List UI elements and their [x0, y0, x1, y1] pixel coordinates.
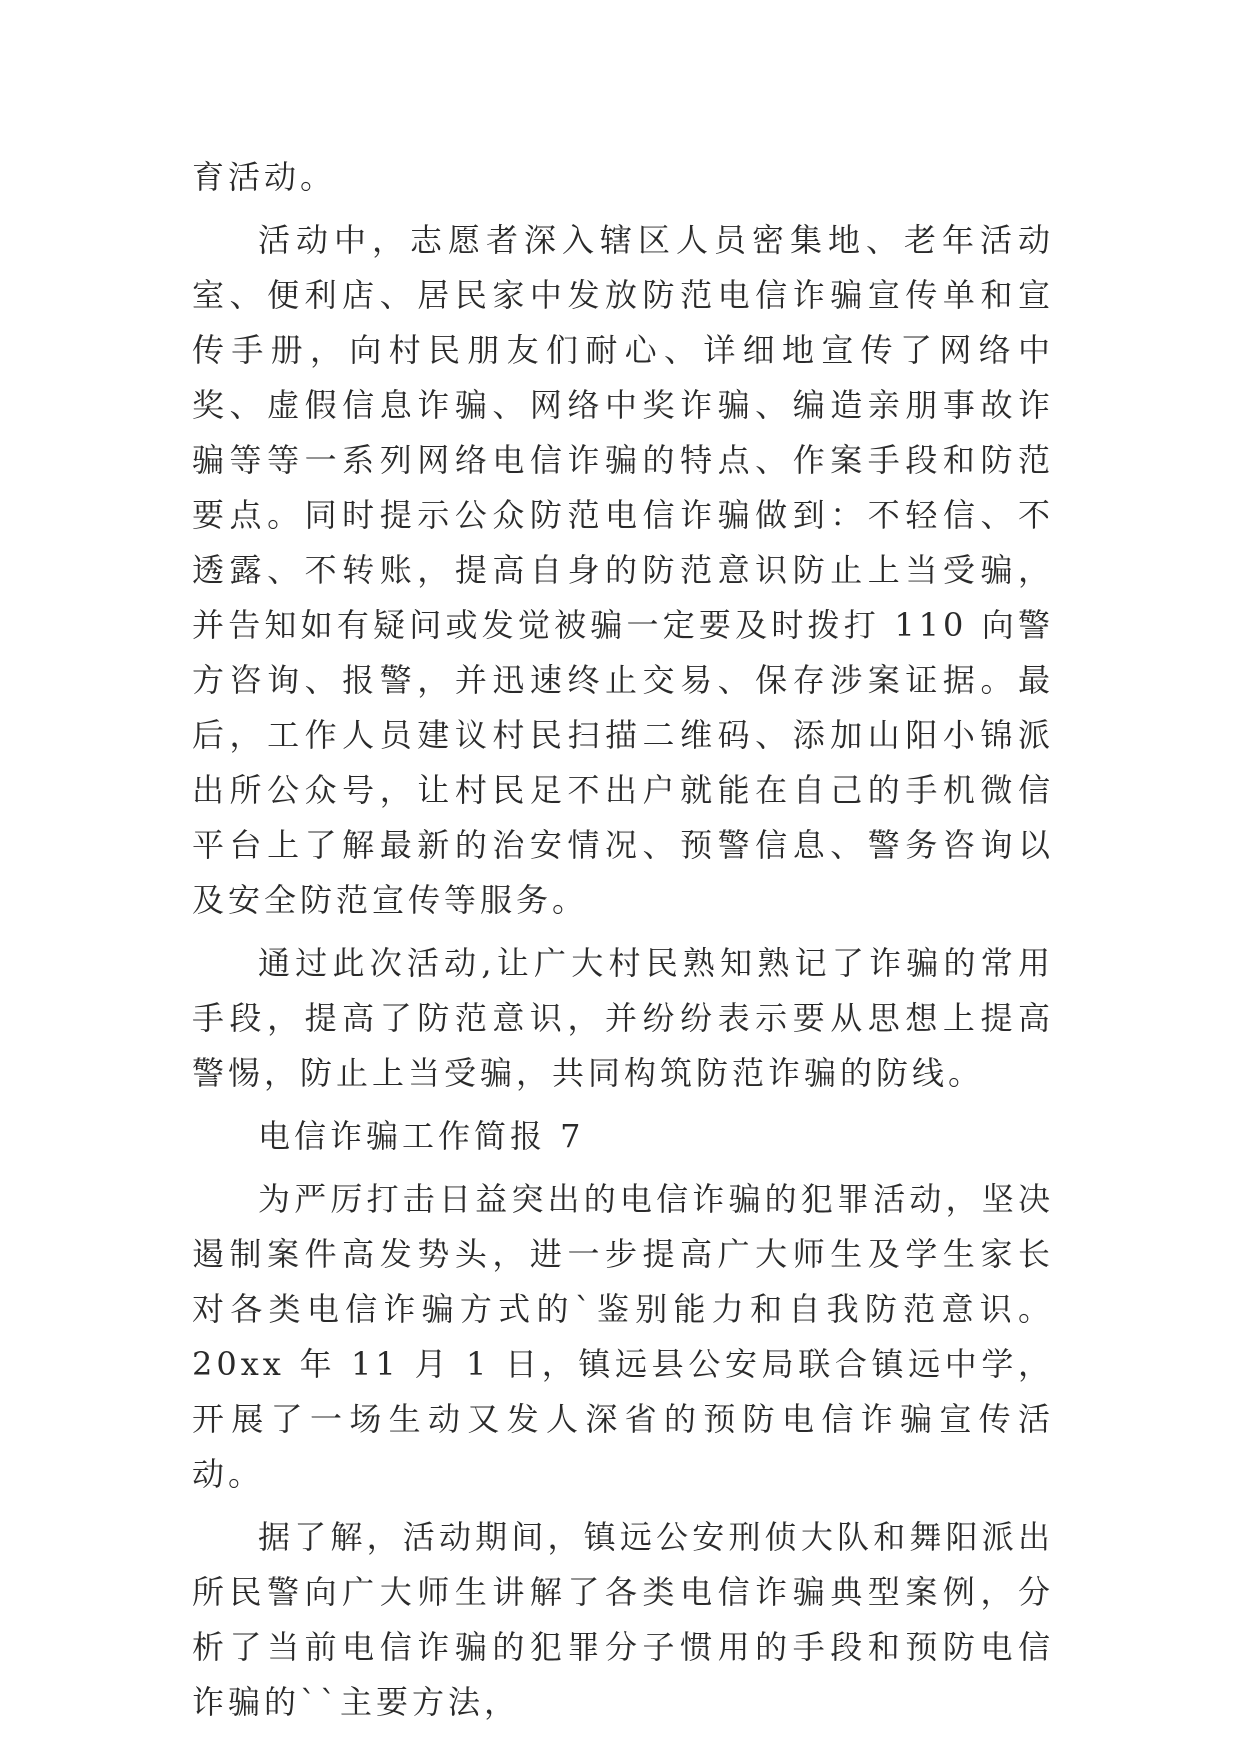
- paragraph-briefing-details: 据了解，活动期间，镇远公安刑侦大队和舞阳派出所民警向广大师生讲解了各类电信诈骗典型案例，分析了当前电信诈骗的犯罪分子惯用的手段和预防电信诈骗的``主要方法，: [192, 1518, 1054, 1721]
- paragraph-activity-result: 通过此次活动,让广大村民熟知熟记了诈骗的常用手段，提高了防范意识，并纷纷表示要从思想上提高警惕，防止上当受骗，共同构筑防范诈骗的防线。: [192, 944, 1054, 1092]
- document-body: [192, 150, 1054, 1730]
- paragraph-briefing-intro: 为严厉打击日益突出的电信诈骗的犯罪活动，坚决遏制案件高发势头，进一步提高广大师生及学生家长对各类电信诈骗方式的`鉴别能力和自我防范意识。20xx 年 11 月 1 日，镇远县公安局联合镇远中学，开展了一场生动又发人深省的预防电信诈骗宣传活动。: [192, 1180, 1054, 1493]
- paragraph-activity-details: 活动中，志愿者深入辖区人员密集地、老年活动室、便利店、居民家中发放防范电信诈骗宣传单和宣传手册，向村民朋友们耐心、详细地宣传了网络中奖、虚假信息诈骗、网络中奖诈骗、编造亲朋事故诈骗等等一系列网络电信诈骗的特点、作案手段和防范要点。同时提示公众防范电信诈骗做到：不轻信、不透露、不转账，提高自身的防范意识防止上当受骗，并告知如有疑问或发觉被骗一定要及时拨打 110 向警方咨询、报警，并迅速终止交易、保存涉案证据。最后，工作人员建议村民扫描二维码、添加山阳小锦派出所公众号，让村民足不出户就能在自己的手机微信平台上了解最新的治安情况、预警信息、警务咨询以及安全防范宣传等服务。: [192, 221, 1054, 919]
- paragraph-continuation: 育活动。: [192, 158, 337, 196]
- section-heading: 电信诈骗工作简报 7: [258, 1117, 585, 1155]
